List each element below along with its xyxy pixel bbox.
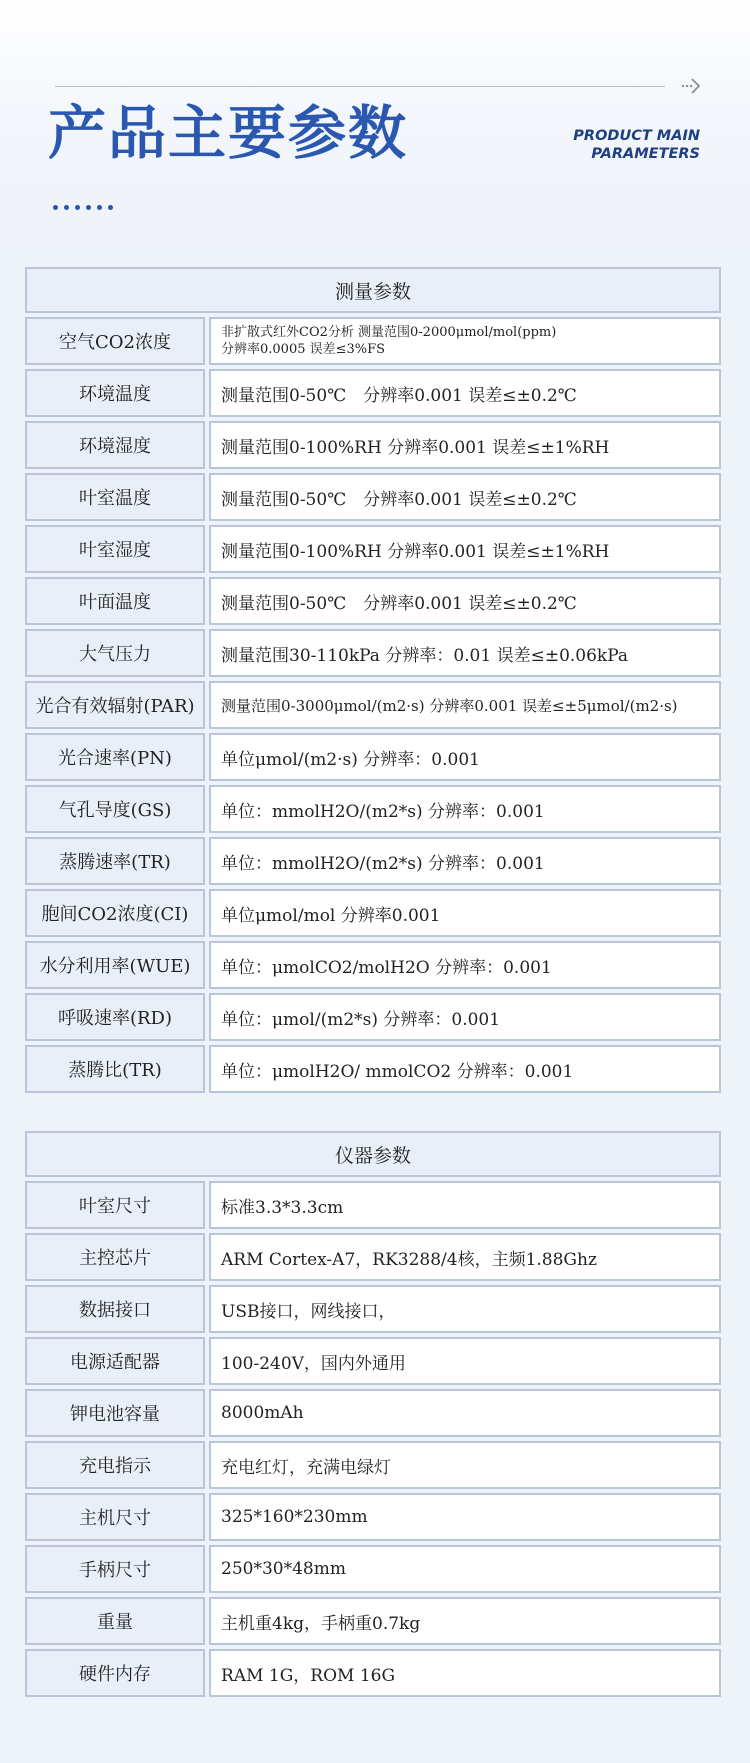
table-row [25, 733, 721, 781]
param-value: USB接口，网线接口， [209, 1285, 721, 1333]
table-row [25, 889, 721, 937]
param-label: 手柄尺寸 [25, 1545, 205, 1593]
dot [75, 205, 80, 210]
dotted-arrow-right-icon [680, 74, 704, 98]
table-row [25, 577, 721, 625]
param-value: 单位：mmolH2O/(m2*s) 分辨率：0.001 [209, 837, 721, 885]
param-label: 数据接口 [25, 1285, 205, 1333]
param-label: 叶室尺寸 [25, 1181, 205, 1229]
table-row [25, 525, 721, 573]
param-label: 主控芯片 [25, 1233, 205, 1281]
instrument-table-title: 仪器参数 [25, 1131, 721, 1177]
table-row [25, 317, 721, 365]
table-row [25, 993, 721, 1041]
table-row [25, 837, 721, 885]
table-row [25, 1597, 721, 1645]
subtitle-line-1: PRODUCT MAIN [573, 128, 700, 144]
param-label: 胞间CO2浓度(CI) [25, 889, 205, 937]
table-row [25, 629, 721, 677]
table-row [25, 1649, 721, 1697]
measure-table-title: 测量参数 [25, 267, 721, 313]
table-row [25, 473, 721, 521]
param-value: 测量范围0-50℃ 分辨率0.001 误差≤±0.2℃ [209, 369, 721, 417]
param-value: 单位：μmolCO2/molH2O 分辨率：0.001 [209, 941, 721, 989]
param-label: 硬件内存 [25, 1649, 205, 1697]
measure-table [25, 267, 721, 1097]
param-label: 重量 [25, 1597, 205, 1645]
dot [64, 205, 69, 210]
param-value [209, 317, 721, 365]
table-row [25, 1337, 721, 1385]
param-label: 蒸腾比(TR) [25, 1045, 205, 1093]
table-row [25, 1285, 721, 1333]
param-value-line1: 非扩散式红外CO2分析 测量范围0-2000μmol/mol(ppm) [221, 325, 557, 340]
dot [53, 205, 58, 210]
param-value-line2: 分辨率0.0005 误差≤3%FS [221, 342, 386, 357]
param-value: 测量范围0-100%RH 分辨率0.001 误差≤±1%RH [209, 525, 721, 573]
table-row [25, 681, 721, 729]
param-value: 250*30*48mm [209, 1545, 721, 1593]
param-label: 钾电池容量 [25, 1389, 205, 1437]
param-value: 100-240V，国内外通用 [209, 1337, 721, 1385]
param-label: 蒸腾速率(TR) [25, 837, 205, 885]
dot [86, 205, 91, 210]
param-value: 8000mAh [209, 1389, 721, 1437]
subtitle-line-2: PARAMETERS [591, 146, 700, 162]
table-row [25, 1545, 721, 1593]
param-label: 环境湿度 [25, 421, 205, 469]
dot [97, 205, 102, 210]
param-value: 测量范围0-50℃ 分辨率0.001 误差≤±0.2℃ [209, 473, 721, 521]
param-label: 充电指示 [25, 1441, 205, 1489]
param-value: 测量范围0-100%RH 分辨率0.001 误差≤±1%RH [209, 421, 721, 469]
table-row [25, 1441, 721, 1489]
page-subtitle [573, 127, 700, 163]
param-value: 测量范围0-3000μmol/(m2·s) 分辨率0.001 误差≤±5μmol/(m2·s) [209, 681, 721, 729]
param-label: 气孔导度(GS) [25, 785, 205, 833]
table-row [25, 1389, 721, 1437]
page-title: 产品主要参数 [48, 99, 409, 167]
table-row [25, 785, 721, 833]
param-value: 单位μmol/mol 分辨率0.001 [209, 889, 721, 937]
header-divider [55, 86, 665, 87]
param-value: 单位：mmolH2O/(m2*s) 分辨率：0.001 [209, 785, 721, 833]
param-label: 电源适配器 [25, 1337, 205, 1385]
param-label: 叶面温度 [25, 577, 205, 625]
param-value: 单位μmol/(m2·s) 分辨率：0.001 [209, 733, 721, 781]
param-value: 主机重4kg，手柄重0.7kg [209, 1597, 721, 1645]
param-label: 叶室湿度 [25, 525, 205, 573]
table-row [25, 369, 721, 417]
param-label: 叶室温度 [25, 473, 205, 521]
table-row [25, 1233, 721, 1281]
param-value: ARM Cortex-A7，RK3288/4核，主频1.88Ghz [209, 1233, 721, 1281]
table-row [25, 1181, 721, 1229]
param-value: 测量范围0-50℃ 分辨率0.001 误差≤±0.2℃ [209, 577, 721, 625]
param-label: 呼吸速率(RD) [25, 993, 205, 1041]
instrument-table [25, 1131, 721, 1701]
param-value: 充电红灯，充满电绿灯 [209, 1441, 721, 1489]
param-value: 测量范围30-110kPa 分辨率：0.01 误差≤±0.06kPa [209, 629, 721, 677]
param-value: 325*160*230mm [209, 1493, 721, 1541]
param-value: 标准3.3*3.3cm [209, 1181, 721, 1229]
param-value: RAM 1G，ROM 16G [209, 1649, 721, 1697]
table-row [25, 941, 721, 989]
param-label: 主机尺寸 [25, 1493, 205, 1541]
table-row [25, 421, 721, 469]
param-label: 环境温度 [25, 369, 205, 417]
table-row [25, 1493, 721, 1541]
table-row [25, 1045, 721, 1093]
param-value: 单位：μmol/(m2*s) 分辨率：0.001 [209, 993, 721, 1041]
param-label: 空气CO2浓度 [25, 317, 205, 365]
param-label: 大气压力 [25, 629, 205, 677]
param-label: 光合有效辐射(PAR) [25, 681, 205, 729]
dot [108, 205, 113, 210]
decorative-dots [53, 205, 113, 210]
param-label: 水分利用率(WUE) [25, 941, 205, 989]
param-value: 单位：μmolH2O/ mmolCO2 分辨率：0.001 [209, 1045, 721, 1093]
param-label: 光合速率(PN) [25, 733, 205, 781]
